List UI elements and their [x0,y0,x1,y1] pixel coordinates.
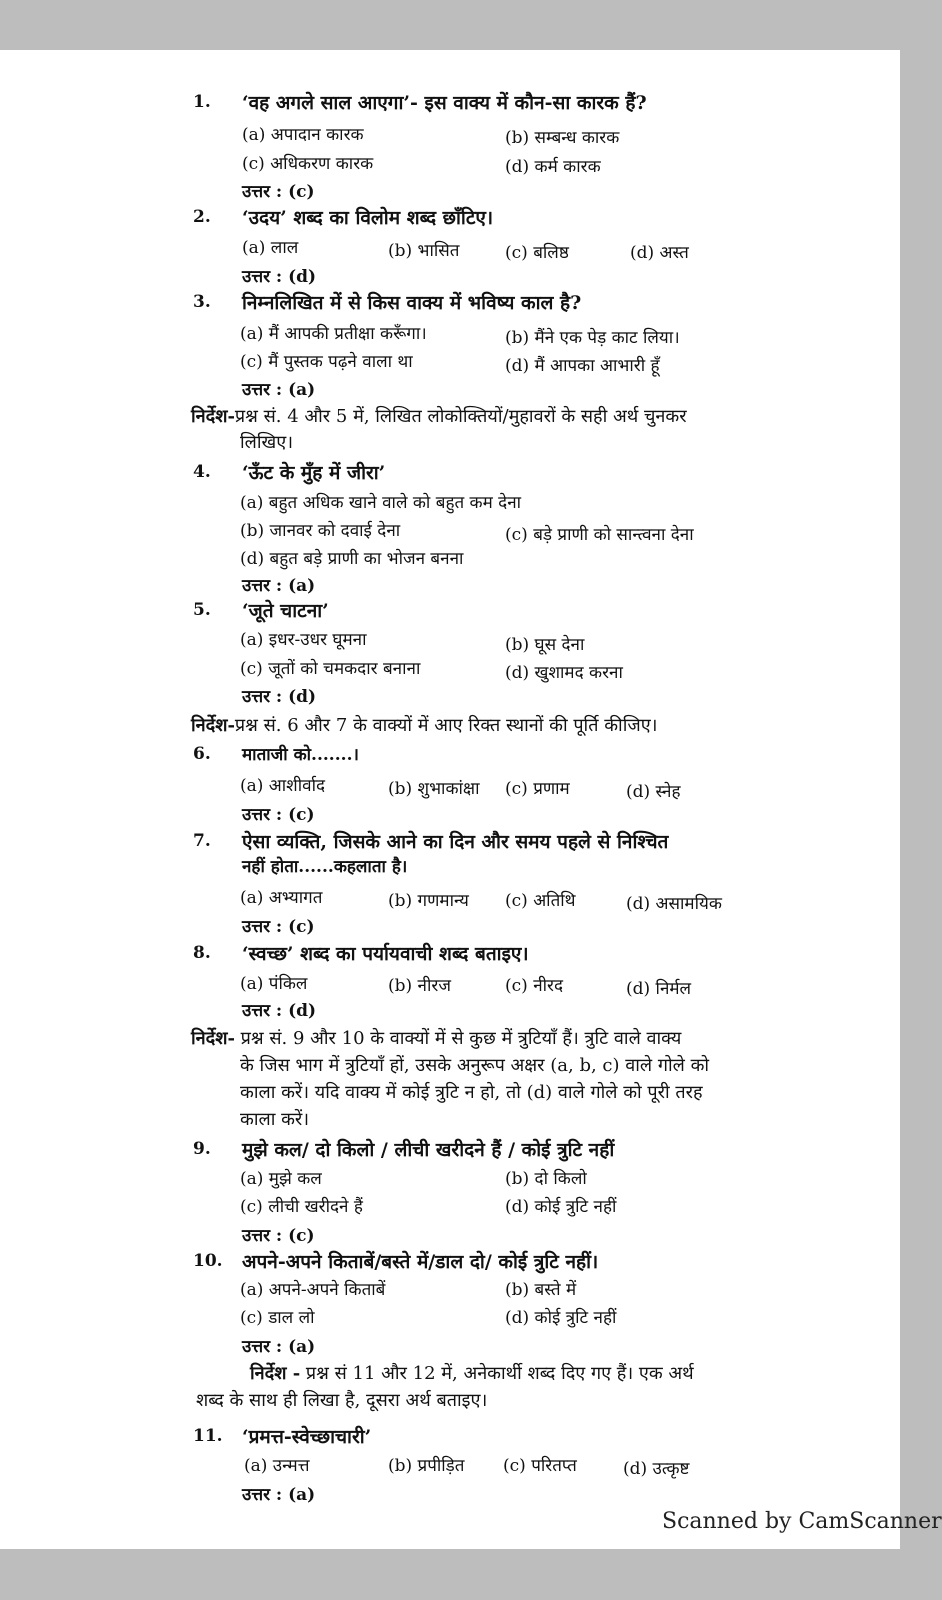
option-c: (c) नीरद [505,976,564,996]
option-c: (c) परितप्त [503,1456,577,1476]
direction-line: लिखिए। [240,432,294,453]
question-number: 10. [193,1251,223,1271]
option-d: (d) कोई त्रुटि नहीं [505,1197,617,1217]
question-number: 2. [193,207,211,227]
option-a: (a) बहुत अधिक खाने वाले को बहुत कम देना [240,493,522,513]
option-d: (d) निर्मल [626,979,692,999]
option-b: (b) मैंने एक पेड़ काट लिया। [505,328,680,348]
direction-label: निर्देश - [250,1363,301,1384]
option-a: (a) मुझे कल [240,1169,322,1189]
scanned-page [0,50,942,1549]
question-text-continued: नहीं होता......कहलाता है। [242,857,408,877]
option-b: (b) जानवर को दवाई देना [240,521,401,541]
option-a: (a) आशीर्वाद [240,776,326,796]
option-a: (a) अभ्यागत [240,888,323,908]
option-d: (d) असामयिक [626,894,722,914]
option-c: (c) मैं पुस्तक पढ़ने वाला था [240,352,413,372]
direction-line: प्रश्न सं. 9 और 10 के वाक्यों में से कुछ में त्रुटियाँ हैं। त्रुटि वाले वाक्य [234,1028,682,1049]
option-c: (c) अतिथि [505,891,576,911]
direction-line: के जिस भाग में त्रुटियाँ हों, उसके अनुरूप अक्षर (a, b, c) वाले गोले को [240,1055,710,1076]
direction-line: काला करें। [240,1109,310,1130]
option-b: (b) नीरज [388,976,451,996]
option-a: (a) पंकिल [240,974,308,994]
question-text: ‘वह अगले साल आएगा’- इस वाक्य में कौन-सा कारक हैं? [242,92,647,114]
option-c: (c) प्रणाम [505,779,570,799]
option-d: (d) अस्त [630,243,689,263]
direction-note [191,1026,681,1050]
direction-line: प्रश्न सं. 4 और 5 में, लिखित लोकोक्तियों/मुहावरों के सही अर्थ चुनकर [234,406,687,427]
question-number: 3. [193,292,211,312]
option-b: (b) बस्ते में [505,1280,577,1300]
question-text: ‘उदय’ शब्द का विलोम शब्द छाँटिए। [242,207,494,229]
option-b: (b) घूस देना [505,635,585,655]
question-number: 5. [193,600,211,620]
question-text: ‘स्वच्छ’ शब्द का पर्यायवाची शब्द बताइए। [242,943,529,965]
direction-note [191,713,657,737]
answer: उत्तर : (c) [242,1226,315,1246]
option-a: (a) अपने-अपने किताबें [240,1280,386,1300]
direction-label: निर्देश- [191,1028,235,1049]
option-c: (c) बड़े प्राणी को सान्त्वना देना [505,525,694,545]
question-number: 9. [193,1139,211,1159]
question-text: मुझे कल/ दो किलो / लीची खरीदने हैं / कोई त्रुटि नहीं [242,1139,615,1161]
option-b: (b) भासित [388,241,460,261]
option-a: (a) अपादान कारक [242,125,364,145]
question-text: निम्नलिखित में से किस वाक्य में भविष्य काल है? [242,292,582,314]
option-d: (d) मैं आपका आभारी हूँ [505,356,660,376]
answer: उत्तर : (c) [242,917,315,937]
option-d: (d) बहुत बड़े प्राणी का भोजन बनना [240,549,464,569]
option-d: (d) कर्म कारक [505,157,601,177]
answer: उत्तर : (d) [242,1001,317,1021]
question-sheet [0,50,942,1549]
scanner-watermark: Scanned by CamScanner [662,1509,942,1534]
option-d: (d) स्नेह [626,782,681,802]
answer: उत्तर : (d) [242,267,317,287]
option-c: (c) बलिष्ठ [505,243,569,263]
answer: उत्तर : (a) [242,1337,316,1357]
question-number: 4. [193,462,211,482]
answer: उत्तर : (a) [242,576,316,596]
option-c: (c) जूतों को चमकदार बनाना [240,659,421,679]
option-b: (b) सम्बन्ध कारक [505,128,620,148]
direction-note [191,404,687,428]
option-a: (a) लाल [242,238,299,258]
option-b: (b) प्रपीड़ित [388,1456,465,1476]
option-c: (c) अधिकरण कारक [242,154,374,174]
direction-line: काला करें। यदि वाक्य में कोई त्रुटि न हो, तो (d) वाले गोले को पूरी तरह [240,1082,703,1103]
option-b: (b) शुभाकांक्षा [388,779,480,799]
question-text: ‘प्रमत्त-स्वेच्छाचारी’ [242,1426,372,1448]
option-d: (d) खुशामद करना [505,663,623,683]
question-number: 7. [193,831,211,851]
option-d: (d) कोई त्रुटि नहीं [505,1308,617,1328]
direction-note [250,1361,694,1385]
direction-line: प्रश्न सं. 6 और 7 के वाक्यों में आए रिक्त स्थानों की पूर्ति कीजिए। [234,715,658,736]
direction-line: प्रश्न सं 11 और 12 में, अनेकार्थी शब्द दिए गए हैं। एक अर्थ [300,1363,694,1384]
question-number: 6. [193,744,211,764]
question-number: 11. [193,1426,223,1446]
direction-label: निर्देश- [191,406,235,427]
question-text: अपने-अपने किताबें/बस्ते में/डाल दो/ कोई त्रुटि नहीं। [242,1251,599,1273]
answer: उत्तर : (c) [242,182,315,202]
answer: उत्तर : (d) [242,687,317,707]
option-a: (a) मैं आपकी प्रतीक्षा करूँगा। [240,324,427,344]
question-text: ‘ऊँट के मुँह में जीरा’ [242,462,386,484]
option-c: (c) लीची खरीदने हैं [240,1197,363,1217]
option-a: (a) इधर-उधर घूमना [240,630,367,650]
option-d: (d) उत्कृष्ट [623,1459,690,1479]
option-b: (b) दो किलो [505,1169,587,1189]
answer: उत्तर : (a) [242,380,316,400]
option-b: (b) गणमान्य [388,891,469,911]
option-a: (a) उन्मत्त [244,1456,310,1476]
question-number: 1. [193,92,211,112]
answer: उत्तर : (c) [242,805,315,825]
question-text: ऐसा व्यक्ति, जिसके आने का दिन और समय पहले से निश्चित [242,831,669,853]
question-number: 8. [193,943,211,963]
question-text: ‘जूते चाटना’ [242,600,329,622]
direction-label: निर्देश- [191,715,235,736]
answer: उत्तर : (a) [242,1485,316,1505]
question-text: माताजी को.......। [242,745,359,765]
direction-line: शब्द के साथ ही लिखा है, दूसरा अर्थ बताइए। [196,1390,488,1411]
option-c: (c) डाल लो [240,1308,315,1328]
